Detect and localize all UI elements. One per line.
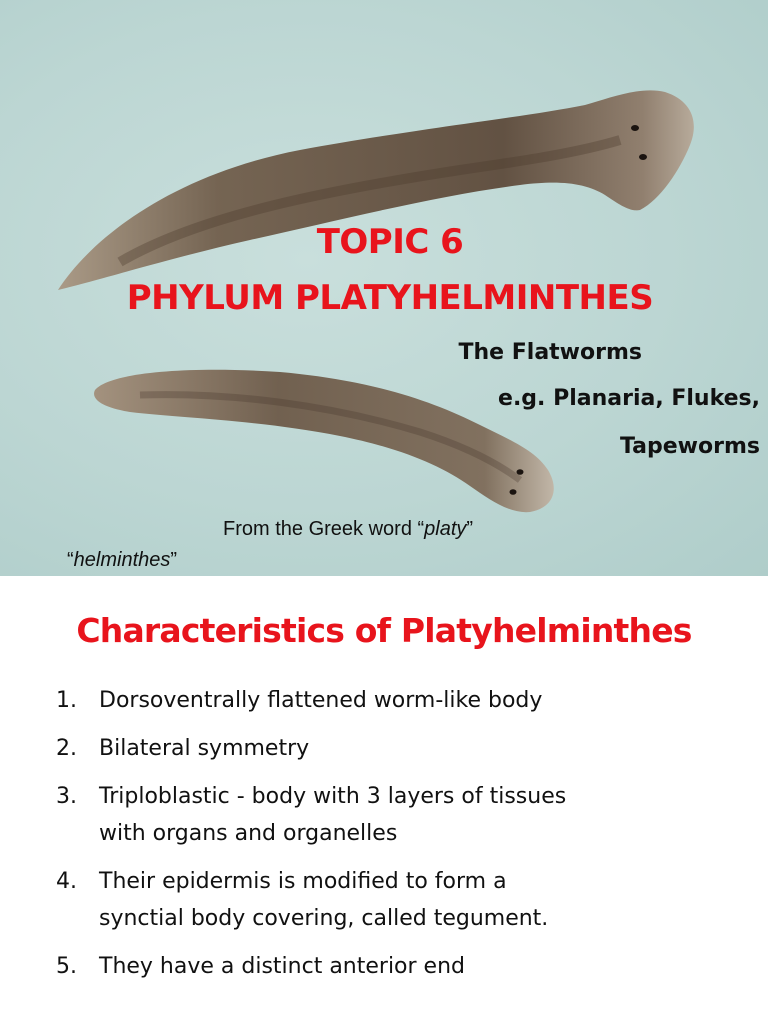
characteristics-title: Characteristics of Platyhelminthes: [76, 611, 692, 650]
greek-origin-line2: [67, 549, 177, 572]
flatworm-lower-image: [94, 370, 554, 512]
greek-word-helminthes: helminthes: [73, 549, 171, 571]
greek-close-quote: ”: [466, 518, 474, 540]
greek-open-quote: “: [67, 549, 74, 571]
list-item: [0, 948, 768, 985]
eyespot: [517, 469, 524, 475]
list-number: 3.: [56, 784, 77, 809]
list-item: [0, 778, 768, 852]
list-item: [0, 682, 768, 719]
subtitle-flatworms: The Flatworms: [458, 340, 642, 365]
list-item: [0, 730, 768, 767]
greek-origin-line1: [223, 518, 473, 541]
list-number: 2.: [56, 736, 77, 761]
list-text: Triploblastic - body with 3 layers of tissues with organs and organelles: [99, 784, 567, 846]
list-text: Their epidermis is modified to form a synctial body covering, called tegument.: [99, 869, 549, 931]
eyespot: [510, 489, 517, 495]
greek-prefix: From the Greek word “: [223, 518, 425, 540]
list-number: 1.: [56, 688, 77, 713]
list-item: [0, 863, 768, 937]
subtitle-examples: e.g. Planaria, Flukes,: [498, 386, 760, 411]
eyespot: [639, 154, 647, 160]
list-text: Bilateral symmetry: [99, 736, 310, 761]
greek-close-quote-2: ”: [170, 549, 178, 571]
list-text: They have a distinct anterior end: [99, 954, 465, 979]
list-number: 4.: [56, 869, 77, 894]
slide-title-line2: PHYLUM PLATYHELMINTHES: [126, 278, 654, 318]
eyespot: [631, 125, 639, 131]
greek-word-platy: platy: [424, 518, 467, 540]
subtitle-tapeworms: Tapeworms: [620, 434, 760, 459]
characteristics-list: [0, 682, 768, 996]
slide-title-line1: TOPIC 6: [316, 222, 464, 262]
list-number: 5.: [56, 954, 77, 979]
characteristics-slide: [0, 576, 768, 1024]
list-text: Dorsoventrally flattened worm-like body: [99, 688, 543, 713]
